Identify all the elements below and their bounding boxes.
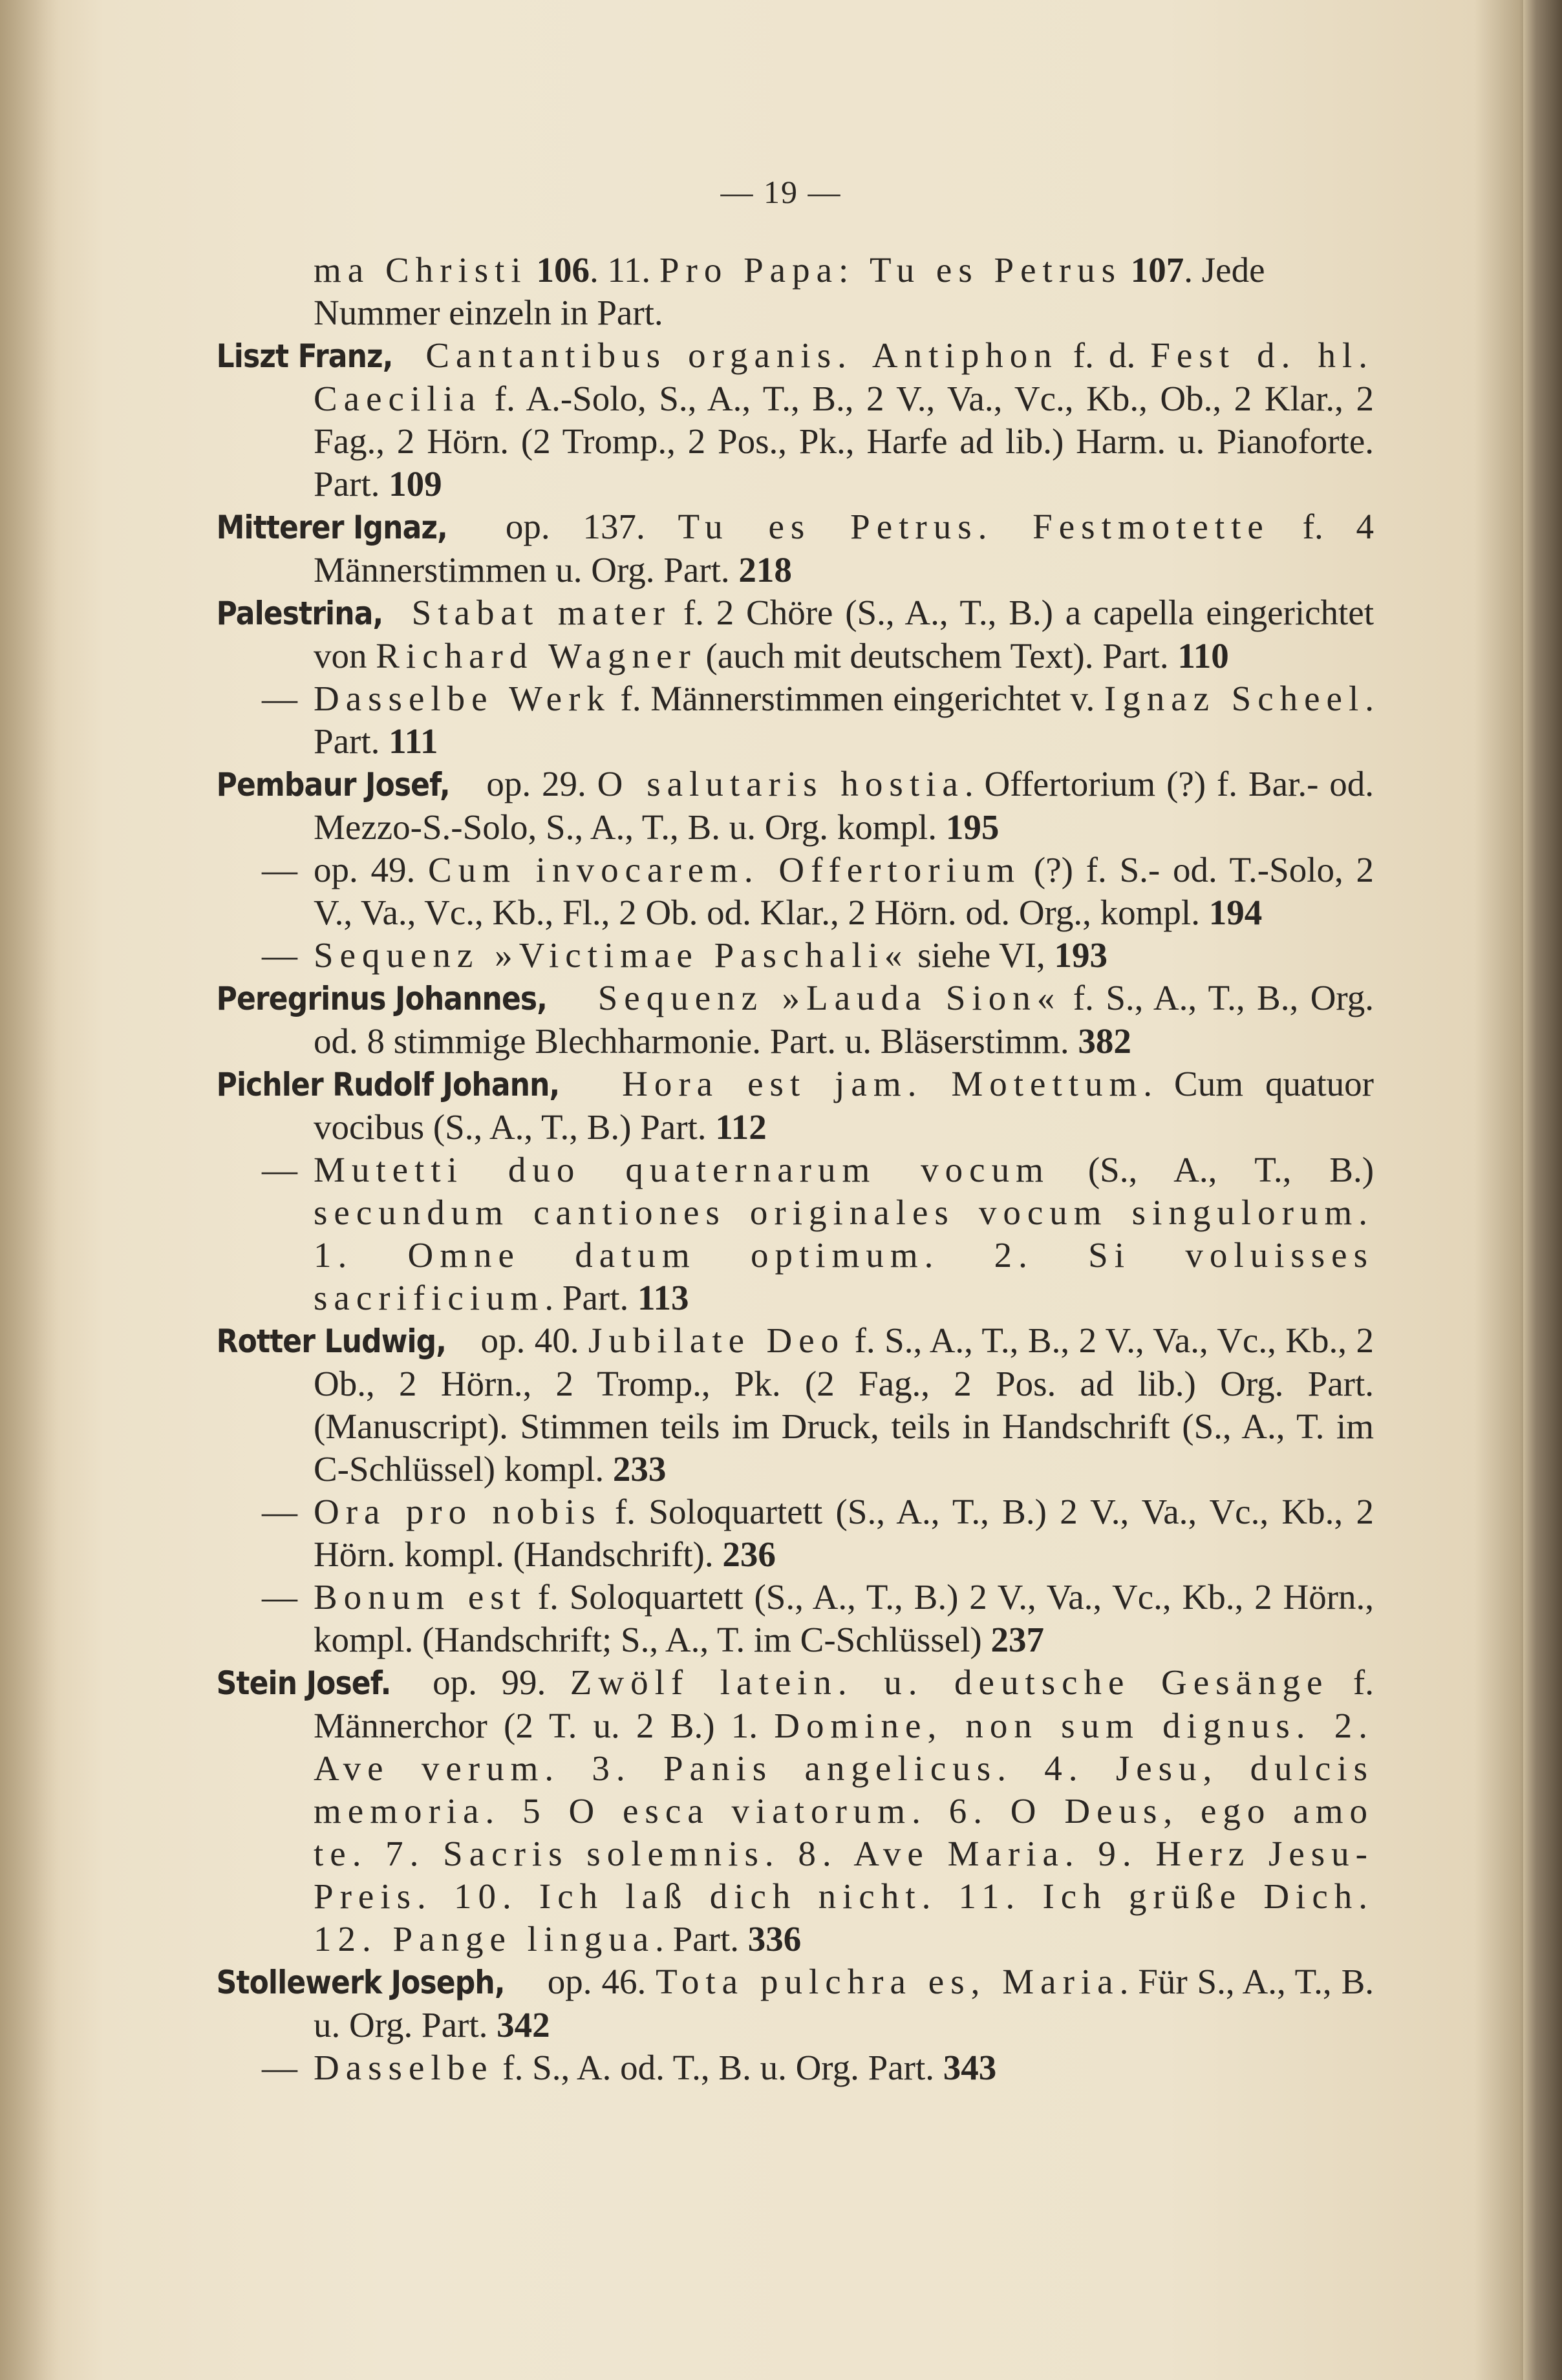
catalog-number: 194 (1208, 893, 1263, 932)
catalog-entry (216, 763, 1375, 849)
entry-text: op. 46. (537, 1962, 656, 2001)
catalog-entry (262, 2046, 1374, 2089)
entry-text: op. 137. (473, 507, 678, 546)
entry-text: f. A.-Solo, S., A., T., B., 2 V., Va., Vc., Kb., Ob., 2 Klar., 2 Fag., 2 Hörn. (2 Tromp., 2 Pos., Pk., Harfe ad lib.) Harm. u. Pianoforte. Part. (314, 379, 1374, 504)
catalog-entries (216, 249, 1375, 2089)
catalog-entry (216, 505, 1374, 591)
composer-name: Stein Josef. (216, 1664, 391, 1702)
work-title: Tu es Petrus. Festmotette (678, 507, 1270, 546)
work-title: Zwölf latein. u. deutsche Gesänge (570, 1663, 1329, 1702)
composer-name: Liszt Franz, (216, 337, 393, 375)
entry-text: . Jede Nummer einzeln in Part. (314, 250, 1265, 332)
ditto-dash: — (262, 2048, 297, 2087)
entry-text: f. Männerstimmen eingerichtet v. (610, 679, 1104, 718)
entry-text: f. Soloquartett (S., A., T., B.) 2 V., Va., Vc., Kb., 2 Hörn. kompl. (Handschrift). (314, 1492, 1374, 1574)
entry-text: (auch mit deutschem Text). Part. (696, 636, 1178, 675)
catalog-entry (262, 1149, 1374, 1319)
catalog-entry (216, 1063, 1374, 1149)
catalog-number: 342 (497, 2005, 550, 2045)
work-title: Mutetti duo quaternarum vocum (314, 1150, 1050, 1189)
entry-text: . Cum quatuor vocibus (S., A., T., B.) Part. (314, 1064, 1374, 1147)
work-title: Pro Papa: Tu es Petrus (659, 250, 1122, 290)
work-title: Ignaz Scheel (1104, 679, 1365, 718)
entry-text: f. S., A. od. T., B. u. Org. Part. (493, 2048, 943, 2087)
catalog-entry (216, 1661, 1374, 1960)
entry-text: f. 4 Männerstimmen u. Org. Part. (314, 507, 1374, 590)
work-title: secundum cantiones originales vocum singulorum. 1. Omne datum optimum. 2. Si voluisses sacrificium (314, 1193, 1374, 1317)
ditto-dash: — (262, 1150, 297, 1189)
catalog-number: 109 (389, 464, 442, 504)
catalog-number: 236 (722, 1535, 776, 1574)
entry-text: op. 40. (471, 1321, 588, 1360)
ditto-dash: — (262, 1577, 297, 1617)
entry-text: f. 2 Chöre (S., A., T., B.) a capella eingerichtet von (314, 593, 1374, 675)
ditto-dash: — (262, 1492, 297, 1531)
catalog-number: 112 (715, 1107, 767, 1147)
work-title: Ora pro nobis (314, 1492, 602, 1531)
entry-text: . Part. (314, 679, 1374, 761)
entry-text: op. 99. (408, 1663, 570, 1702)
entry-text: siehe VI, (908, 935, 1054, 975)
composer-name: Palestrina, (216, 595, 383, 632)
entry-text: op. 29. (475, 764, 597, 803)
entry-text: . Part. (655, 1919, 748, 1959)
entry-text: . Offertorium (?) f. Bar.- od. Mezzo-S.-Solo, S., A., T., B. u. Org. kompl. (314, 764, 1375, 847)
catalog-number: 106 (536, 250, 590, 290)
work-title: ma Christi (314, 250, 528, 290)
work-title: Sequenz »Victimae Paschali« (314, 935, 909, 975)
work-title: Stabat mater (411, 593, 672, 632)
book-edge (1523, 0, 1562, 2380)
catalog-number: 110 (1177, 636, 1229, 675)
work-title: Hora est jam. Motettum (622, 1064, 1144, 1103)
entry-text: f. S., A., T., B., Org. od. 8 stimmige Blechharmonie. Part. u. Bläserstimm. (314, 978, 1374, 1061)
catalog-entry (262, 849, 1374, 934)
composer-name: Peregrinus Johannes, (216, 980, 548, 1017)
catalog-number: 237 (990, 1620, 1044, 1659)
catalog-number: 382 (1078, 1021, 1131, 1061)
catalog-entry (216, 591, 1374, 677)
entry-text: f. Soloquartett (S., A., T., B.) 2 V., Va., Vc., Kb., 2 Hörn., kompl. (Handschrift; S., A., T. im C-Schlüssel) (314, 1577, 1375, 1659)
entry-text (400, 593, 412, 632)
entry-text: f. d. (1058, 335, 1151, 375)
entry-text: op. 49. (314, 850, 429, 889)
catalog-entry (216, 1960, 1374, 2046)
work-title: Dasselbe (314, 2048, 494, 2087)
entry-text (586, 978, 597, 1017)
catalog-entry (216, 1319, 1375, 1491)
composer-name: Pembaur Josef, (216, 766, 450, 803)
entry-text: f. S., A., T., B., 2 V., Va., Vc., Kb., 2 Ob., 2 Hörn., 2 Tromp., Pk. (2 Fag., 2 Pos. ad lib.) Org. Part. (Manuscript). Stimmen teils im Druck, teils in Handschrift (S., A., T. im C-Schlüssel) kompl. (314, 1321, 1375, 1489)
ditto-dash: — (262, 850, 297, 889)
catalog-number: 113 (637, 1278, 689, 1317)
entry-text: (S., A., T., B.) (1049, 1150, 1375, 1189)
binding-gutter-shadow (0, 0, 58, 2380)
entry-text: . Part. (544, 1278, 638, 1317)
entry-text (600, 1064, 622, 1103)
entry-text: . 11. (589, 250, 659, 290)
catalog-entry (262, 934, 1374, 977)
composer-name: Stollewerk Joseph, (216, 1964, 505, 2001)
catalog-number: 336 (747, 1919, 802, 1959)
work-title: Bonum est (314, 1577, 527, 1617)
entry-text: . Für S., A., T., B. u. Org. Part. (314, 1962, 1374, 2045)
catalog-number: 111 (389, 721, 438, 761)
work-title: Dasselbe Werk (314, 679, 611, 718)
catalog-entry (262, 1491, 1374, 1576)
catalog-number: 107 (1130, 250, 1184, 290)
work-title: Sequenz »Lauda Sion« (597, 978, 1062, 1017)
entry-text: f. Männerchor (2 T. u. 2 B.) 1. (314, 1663, 1374, 1745)
catalog-entry (262, 1576, 1374, 1661)
entry-text (1122, 250, 1131, 290)
catalog-number: 193 (1054, 935, 1107, 975)
composer-name: Mitterer Ignaz, (216, 509, 447, 546)
work-title: Cum invocarem. Offertorium (428, 850, 1022, 889)
catalog-entry (216, 334, 1374, 505)
catalog-number: 195 (945, 807, 1000, 847)
catalog-number: 218 (738, 550, 792, 590)
entry-text (411, 335, 425, 375)
work-title: Domine, non sum dignus. 2. Ave verum. 3. Panis angelicus. 4. Jesu, dulcis memoria. 5 O esca viatorum. 6. O Deus, ego amo te. 7. Sacris solemnis. 8. Ave Maria. 9. Herz Jesu-Preis. 10. Ich laß dich nicht. 11. Ich grüße Dich. 12. Pange lingua (314, 1706, 1374, 1959)
entry-text (528, 250, 537, 290)
composer-name: Rotter Ludwig, (216, 1323, 447, 1360)
page-number: — 19 — (720, 174, 842, 210)
work-title: Cantantibus organis. Antiphon (425, 335, 1058, 375)
work-title: O salutaris hostia (597, 764, 965, 803)
ditto-dash: — (262, 679, 297, 718)
entry-text: (?) f. S.- od. T.-Solo, 2 V., Va., Vc., Kb., Fl., 2 Ob. od. Klar., 2 Hörn. od. Org., kompl. (314, 850, 1374, 932)
work-title: Fest d. hl. Caecilia (314, 335, 1374, 418)
ditto-dash: — (262, 935, 297, 975)
catalog-number: 343 (943, 2048, 997, 2087)
catalog-entry (262, 677, 1374, 763)
catalog-entry (216, 977, 1374, 1063)
work-title: Tota pulchra es, Maria (656, 1962, 1120, 2001)
work-title: Richard Wagner (376, 636, 697, 675)
continued-entry (262, 249, 1374, 334)
composer-name: Pichler Rudolf Johann, (216, 1066, 560, 1103)
catalog-number: 233 (612, 1449, 667, 1489)
work-title: Jubilate Deo (588, 1321, 846, 1360)
